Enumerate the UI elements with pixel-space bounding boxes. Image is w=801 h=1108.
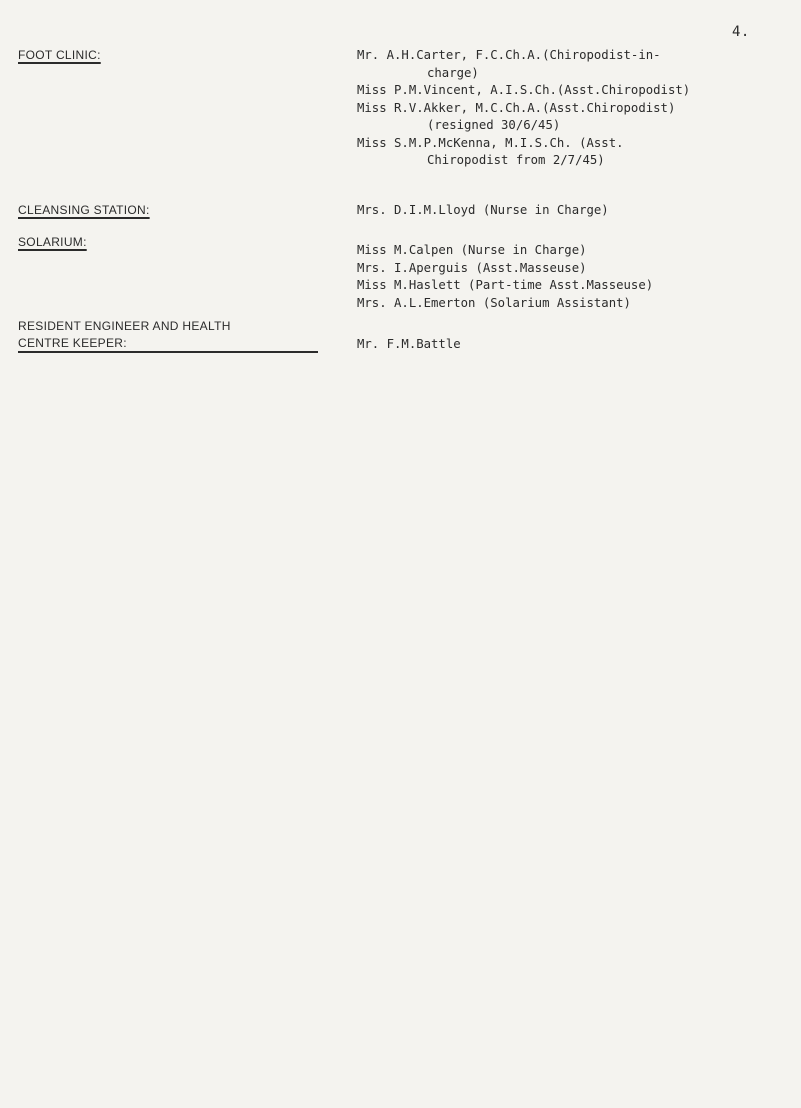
- staff-entry: [357, 295, 797, 313]
- heading-line: CENTRE KEEPER:: [18, 336, 127, 350]
- staff-list: [357, 336, 797, 354]
- staff-entry: [357, 260, 797, 278]
- staff-entry-line: Miss M.Haslett (Part-time Asst.Masseuse): [357, 278, 654, 292]
- page-number: 4.: [732, 24, 750, 40]
- staff-entry: [357, 82, 797, 100]
- heading-line: CLEANSING STATION:: [18, 203, 150, 217]
- heading-line: SOLARIUM:: [18, 235, 87, 249]
- section-heading: [18, 234, 87, 251]
- staff-entry: [357, 100, 797, 135]
- staff-list: [357, 47, 797, 170]
- staff-entry: [357, 202, 797, 220]
- staff-entry: [357, 277, 797, 295]
- staff-entry-line: Miss P.M.Vincent, A.I.S.Ch.(Asst.Chiropodist): [357, 83, 691, 97]
- staff-entry-line: Mr. A.H.Carter, F.C.Ch.A.(Chiropodist-in-: [357, 48, 661, 62]
- staff-entry-line: Miss S.M.P.McKenna, M.I.S.Ch. (Asst.: [357, 135, 624, 150]
- staff-entry-continuation: (resigned 30/6/45): [427, 118, 561, 132]
- staff-entry-line: Mrs. A.L.Emerton (Solarium Assistant): [357, 295, 631, 310]
- section-heading: [18, 318, 318, 353]
- section-heading: [18, 202, 150, 219]
- staff-list: [357, 202, 797, 220]
- staff-entry: [357, 135, 797, 170]
- staff-entry-line: Mrs. I.Aperguis (Asst.Masseuse): [357, 260, 587, 275]
- section-solarium: [18, 237, 788, 317]
- section-cleansing-station: [18, 202, 788, 226]
- heading-line: FOOT CLINIC:: [18, 48, 101, 62]
- staff-entry-continuation: Chiropodist from 2/7/45): [427, 153, 605, 167]
- section-heading: [18, 47, 101, 64]
- staff-entry-continuation: charge): [427, 65, 479, 80]
- staff-entry: [357, 47, 797, 82]
- staff-entry-line: Miss M.Calpen (Nurse in Charge): [357, 243, 587, 257]
- staff-entry-line: Mr. F.M.Battle: [357, 337, 461, 351]
- staff-entry: [357, 242, 797, 260]
- staff-list: [357, 242, 797, 312]
- section-foot-clinic: [18, 47, 788, 187]
- heading-line: RESIDENT ENGINEER AND HEALTH: [18, 319, 231, 333]
- section-resident-engineer: [18, 318, 788, 358]
- staff-entry-line: Mrs. D.I.M.Lloyd (Nurse in Charge): [357, 203, 609, 217]
- staff-entry-line: Miss R.V.Akker, M.C.Ch.A.(Asst.Chiropodist): [357, 100, 676, 115]
- staff-entry: [357, 336, 797, 354]
